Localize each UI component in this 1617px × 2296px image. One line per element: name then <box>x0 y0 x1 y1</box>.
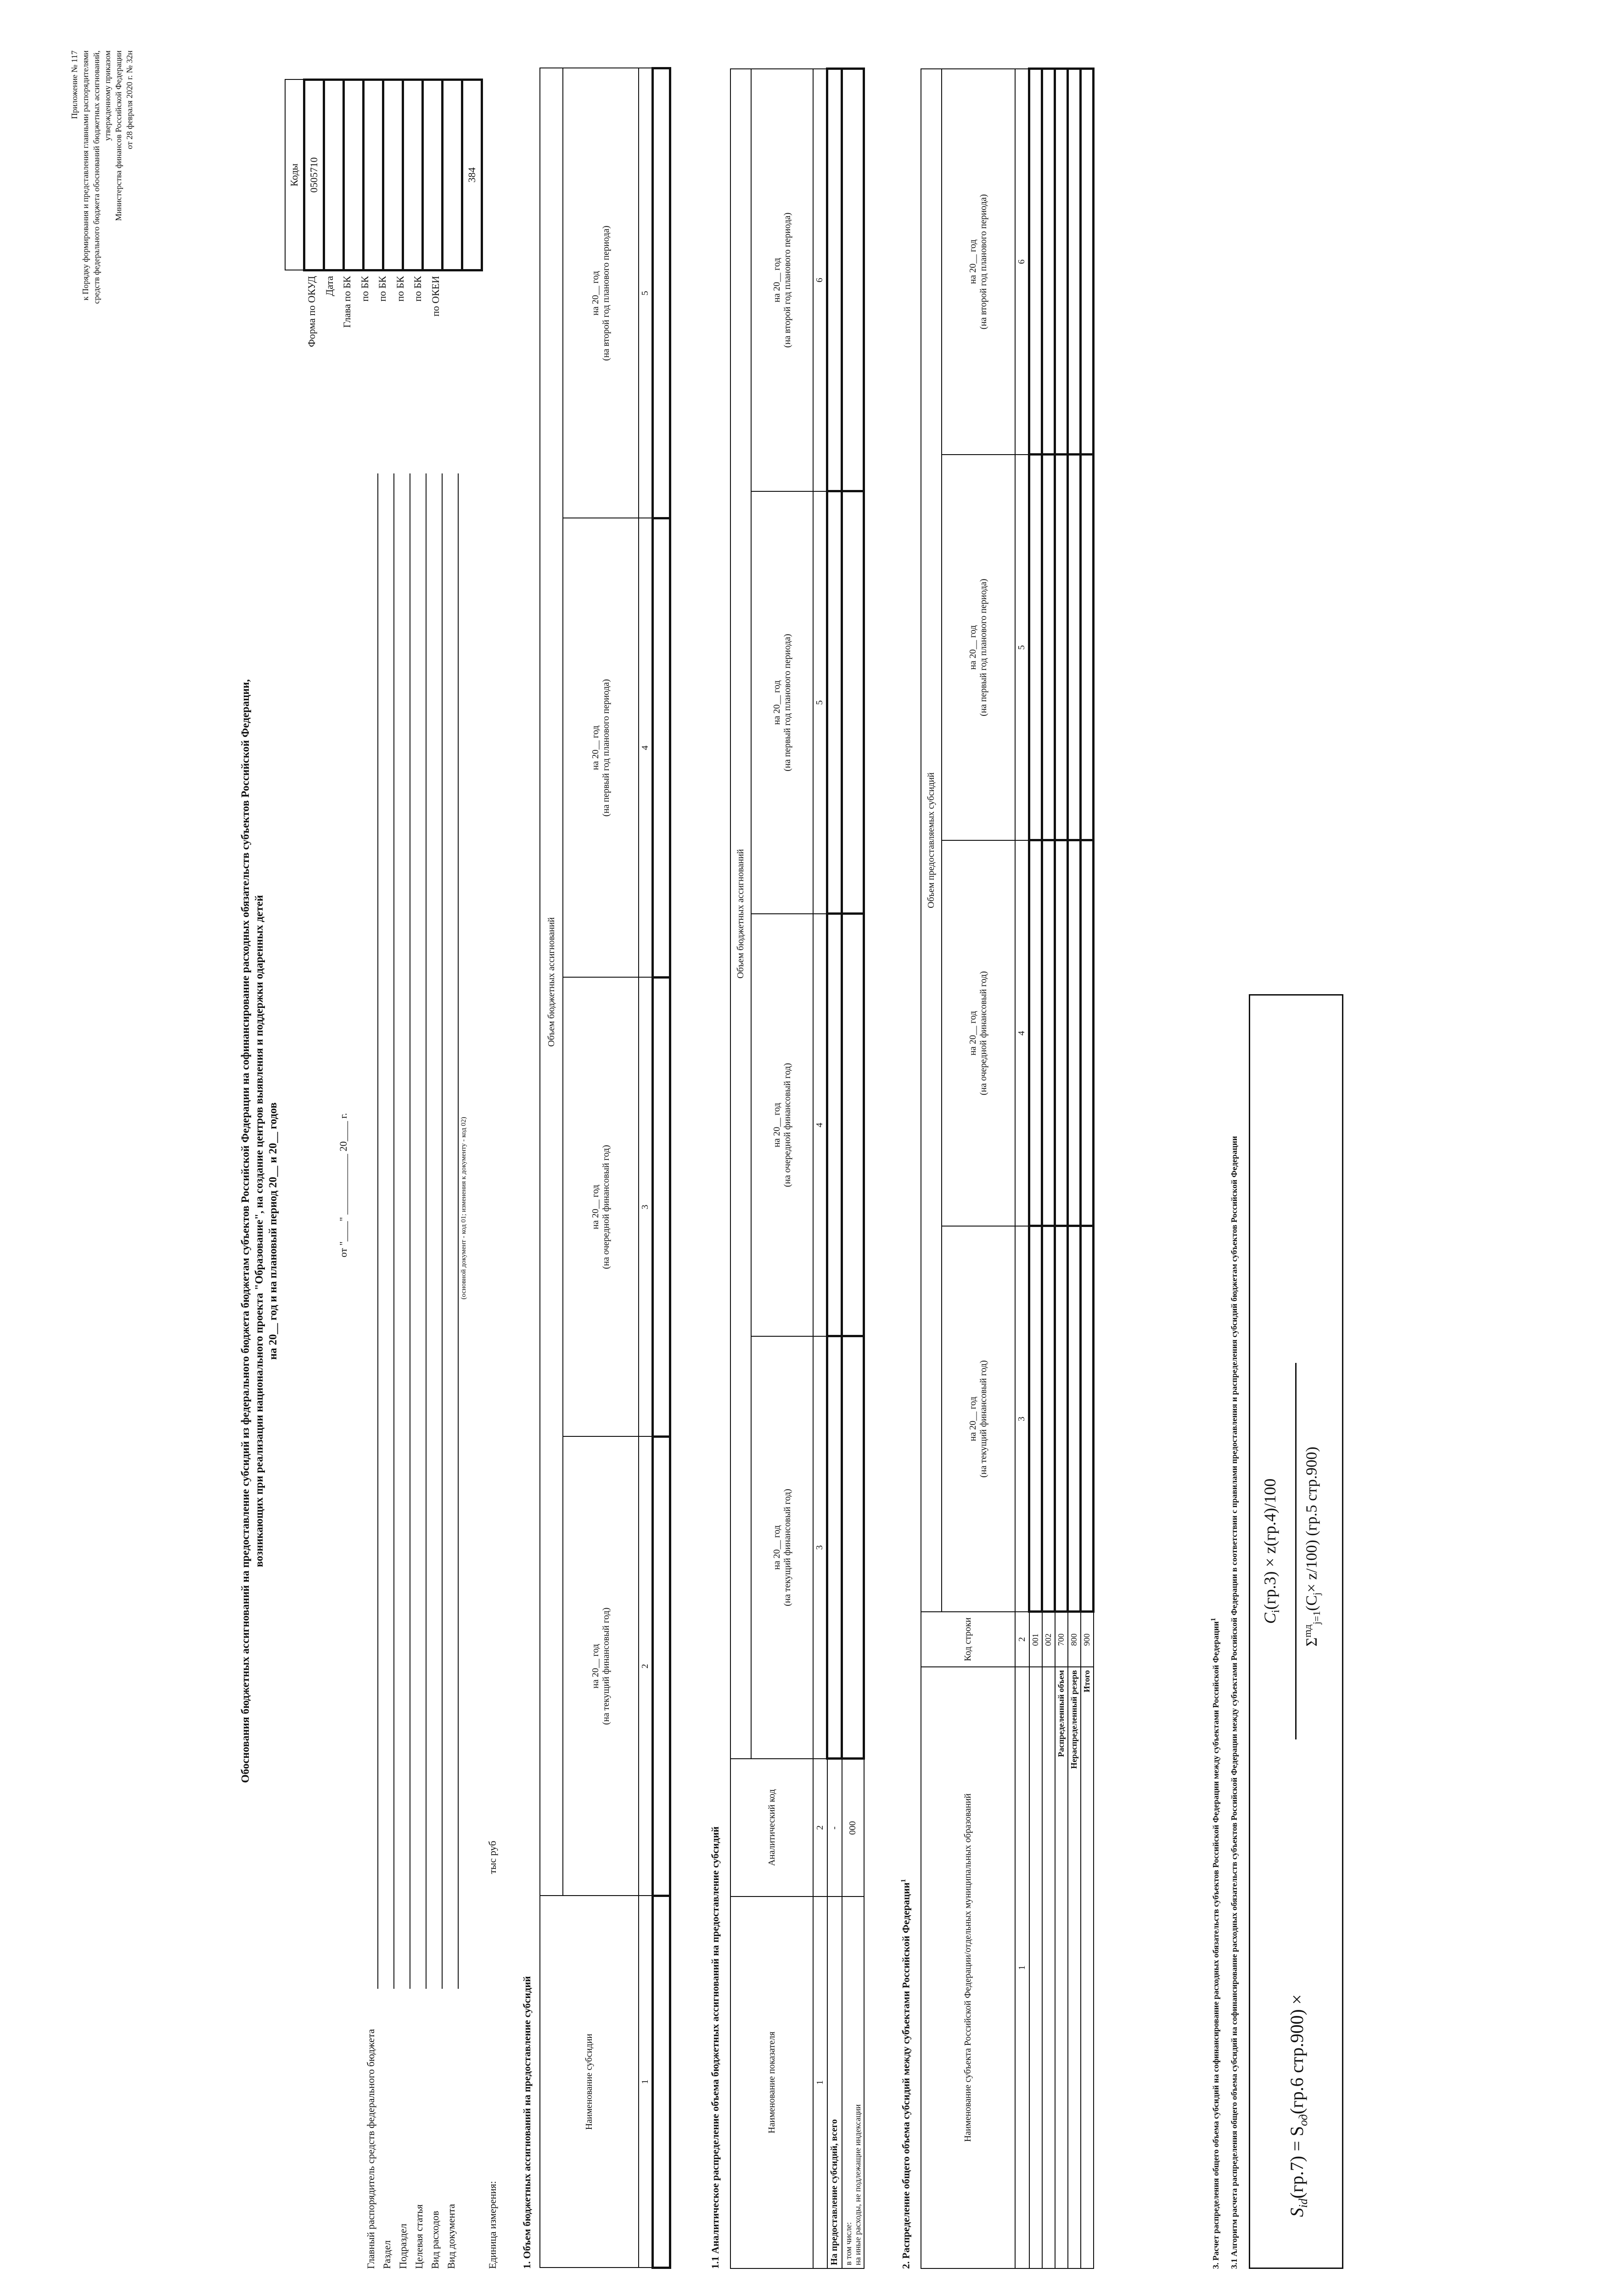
title-line: Обоснования бюджетных ассигнований на предоставление субсидий из федерального бюджета бюджетам субъектов Российской Федерации на софинансирование расходных обязательств субъектов Российской Федерации, <box>240 679 252 1783</box>
codes-header: Коды <box>285 80 304 270</box>
table-cell[interactable] <box>653 68 670 518</box>
formula-sub: i <box>1270 1609 1282 1613</box>
formula-symbol: C <box>1261 1613 1279 1624</box>
col-number: 2 <box>813 1759 827 1896</box>
table-cell[interactable] <box>1055 1226 1068 1612</box>
code-label: Форма по ОКУД <box>306 276 317 347</box>
table-cell[interactable] <box>1042 840 1055 1226</box>
col-header-year <box>751 914 813 1336</box>
table-cell[interactable] <box>653 1437 670 1896</box>
table-cell[interactable] <box>842 491 864 914</box>
code-bk <box>383 80 403 270</box>
col-header-year <box>942 69 1015 455</box>
year-label: на 20__ год <box>590 1185 601 1229</box>
formula-sub: од <box>1297 2114 1310 2126</box>
row-code: 900 <box>1081 1612 1094 1667</box>
table-cell[interactable] <box>842 69 864 491</box>
year-label: на 20__ год <box>771 258 782 303</box>
col-header-code: Аналитический код <box>730 1759 813 1896</box>
row-label: Распределенный объем <box>1055 1667 1068 2268</box>
col-header-year <box>942 455 1015 840</box>
table-cell[interactable] <box>1029 69 1042 455</box>
code-bk <box>423 80 443 270</box>
code-label: Глава по БК <box>341 276 353 328</box>
code-label: по БК <box>359 276 371 302</box>
col-number: 3 <box>813 1336 827 1759</box>
row-code: 000 <box>842 1759 864 1896</box>
codes-table <box>285 79 483 271</box>
col-number: 4 <box>813 914 827 1336</box>
section-1-table <box>539 67 671 2269</box>
col-group-header: Объем бюджетных ассигнований <box>730 69 751 1759</box>
table-row <box>842 69 864 2268</box>
formula-text: × z/100) (гр.5 стр.900) <box>1303 1446 1320 1593</box>
field-line <box>377 473 378 1989</box>
appendix-line: утвержденному приказом <box>103 51 112 141</box>
col-number: 2 <box>639 1437 653 1896</box>
col-number: 4 <box>639 518 653 978</box>
footnote-mark: 1 <box>1210 1618 1217 1621</box>
title-line: на 20__ год и на плановый период 20__ и 20__ годов <box>267 1102 279 1360</box>
title-line: возникающих при реализации национального проекта "Образование", на создание центров выявления и поддержки одаренных детей <box>253 895 265 1567</box>
year-desc: (на второй год планового периода) <box>782 212 792 348</box>
row-label: На предоставление субсидий, всего <box>827 1896 842 2268</box>
code-glava <box>344 80 364 270</box>
table-cell[interactable] <box>1068 840 1081 1226</box>
col-number: 5 <box>639 68 653 518</box>
col-header-year <box>563 978 639 1437</box>
table-cell[interactable] <box>827 491 842 914</box>
field-label: Главный распорядитель средств федерального бюджета <box>365 2029 376 2269</box>
appendix-line: к Порядку формирования и представления главными распорядителями <box>81 51 90 301</box>
table-cell[interactable] <box>1068 1226 1081 1612</box>
table-cell[interactable] <box>1081 1226 1094 1612</box>
formula-numerator <box>1260 1363 1282 1739</box>
section-3-1-title: 3.1 Алгоритм расчета распределения общего объема субсидий на софинансирование расходных обязательств субъектов Российской Федерации между субъектами Российской Федерации в соответствии с правилами предоставления и распределения субсидий бюджетам субъектов Российской Федерации <box>1230 1136 1239 2269</box>
col-header-code: Код строки <box>921 1612 1015 1667</box>
doc-type-note: (основной документ - код 01; изменения к документу - код 02) <box>460 1117 467 1300</box>
table-row <box>1081 69 1094 2268</box>
year-label: на 20__ год <box>590 271 601 315</box>
row-code: 800 <box>1068 1612 1081 1667</box>
table-cell[interactable] <box>653 518 670 978</box>
appendix-note <box>69 51 135 464</box>
col-header-year <box>563 518 639 978</box>
code-label: по ОКЕИ <box>429 276 441 317</box>
table-row <box>1055 69 1068 2268</box>
table-cell[interactable] <box>1055 69 1068 455</box>
table-row <box>1029 69 1042 2268</box>
appendix-line: Приложение № 117 <box>70 51 79 119</box>
appendix-line: средств федерального бюджета обоснований бюджетных ассигнований, <box>92 51 101 304</box>
table-cell[interactable] <box>1081 455 1094 840</box>
code-empty <box>443 80 462 270</box>
year-label: на 20__ год <box>590 726 601 770</box>
col-number: 1 <box>1015 1667 1029 2268</box>
table-cell[interactable] <box>1042 69 1055 455</box>
row-code: 700 <box>1055 1612 1068 1667</box>
field-line <box>426 473 427 1989</box>
code-okud: 0505710 <box>304 80 324 270</box>
col-number: 1 <box>639 1896 653 2268</box>
table-cell[interactable] <box>653 1896 670 2268</box>
year-label: на 20__ год <box>968 239 978 284</box>
formula-sub: id <box>1297 2198 1310 2208</box>
table-cell[interactable] <box>1068 455 1081 840</box>
section-3-title-text: 3. Расчет распределения общего объема субсидий на софинансирование расходных обязательств субъектов Российской Федерации между субъектами Российской Федерации <box>1211 1621 1220 2269</box>
year-desc: (на очередной финансовый год) <box>782 1063 792 1187</box>
formula-box <box>1249 994 1343 2269</box>
col-number: 2 <box>1015 1612 1029 1667</box>
year-desc: (на второй год планового периода) <box>978 194 988 330</box>
code-label: по БК <box>376 276 388 302</box>
col-number: 4 <box>1015 840 1029 1226</box>
table-cell[interactable] <box>842 1336 864 1759</box>
table-cell[interactable] <box>653 978 670 1437</box>
table-row <box>1068 69 1081 2268</box>
table-cell[interactable] <box>827 69 842 491</box>
table-cell[interactable] <box>1042 1226 1055 1612</box>
year-label: на 20__ год <box>968 1011 978 1056</box>
field-label: Подраздел <box>397 2223 409 2269</box>
year-desc: (на текущий финансовый год) <box>782 1489 792 1606</box>
code-label: по БК <box>394 276 406 302</box>
code-okei: 384 <box>462 80 482 270</box>
col-number: 1 <box>813 1896 827 2268</box>
year-label: на 20__ год <box>771 1103 782 1148</box>
row-label: в том числе: <box>843 2222 853 2265</box>
row-code: - <box>827 1759 842 1896</box>
row-code: 002 <box>1042 1612 1055 1667</box>
table-cell[interactable] <box>1081 69 1094 455</box>
unit-label: Единица измерения: <box>487 2181 498 2269</box>
col-header-name: Наименование субсидии <box>540 1896 639 2268</box>
col-header-year <box>942 840 1015 1226</box>
year-desc: (на второй год планового периода) <box>601 225 611 361</box>
table-cell[interactable] <box>1029 1667 1042 2268</box>
section-1-1-table <box>730 68 865 2269</box>
section-2-title-text: 2. Распределение общего объема субсидий между субъектами Российской Федерации <box>900 1882 912 2269</box>
col-group-header: Объем бюджетных ассигнований <box>540 68 563 1896</box>
codes-labels <box>303 276 444 455</box>
document-date: от "____" ____________ 20____ г. <box>337 1113 349 1258</box>
table-cell[interactable] <box>827 1336 842 1759</box>
table-cell[interactable] <box>1029 455 1042 840</box>
page-title <box>239 290 280 2172</box>
year-label: на 20__ год <box>590 1644 601 1688</box>
table-cell[interactable] <box>1042 455 1055 840</box>
table-cell[interactable] <box>827 914 842 1336</box>
code-bk <box>364 80 383 270</box>
col-group-header: Объем предоставляемых субсидий <box>921 69 942 1612</box>
formula-text: (гр.7) = S <box>1286 2126 1307 2199</box>
year-label: на 20__ год <box>968 1396 978 1441</box>
table-cell[interactable] <box>1081 840 1094 1226</box>
field-line <box>458 473 459 1989</box>
table-row <box>1042 69 1055 2268</box>
field-label: Вид документа <box>445 2204 457 2269</box>
unit-value: тыс руб <box>487 1840 498 1874</box>
year-label: на 20__ год <box>968 625 978 670</box>
table-cell[interactable] <box>842 914 864 1336</box>
header-fields <box>363 2029 459 2269</box>
col-header-name: Наименование показателя <box>730 1896 813 2268</box>
section-2-title <box>900 1879 912 2269</box>
col-header-year <box>563 68 639 518</box>
formula-symbol: Σ <box>1303 1637 1320 1647</box>
formula-sub: j=1 <box>1311 1611 1323 1625</box>
row-label: Итого <box>1081 1667 1094 2268</box>
col-number: 6 <box>813 69 827 491</box>
code-bk <box>403 80 423 270</box>
col-header-year <box>751 69 813 491</box>
formula-text: (гр.3) × z(гр.4)/100 <box>1261 1478 1279 1610</box>
year-desc: (на первый год планового периода) <box>782 634 792 771</box>
section-2-table <box>921 68 1095 2269</box>
table-cell[interactable] <box>1029 840 1042 1226</box>
year-label: на 20__ год <box>771 680 782 725</box>
row-label: на иные расходы, не подлежащие индексации <box>853 2104 862 2265</box>
year-desc: (на очередной финансовый год) <box>978 971 988 1096</box>
table-cell[interactable] <box>1029 1226 1042 1612</box>
table-row <box>827 69 842 2268</box>
table-cell[interactable] <box>1055 840 1068 1226</box>
fraction-bar <box>1295 1363 1297 1739</box>
col-header-year <box>751 1336 813 1759</box>
code-label: Дата <box>323 276 335 296</box>
code-label: по БК <box>412 276 423 302</box>
code-date <box>324 80 344 270</box>
year-desc: (на первый год планового периода) <box>601 679 611 817</box>
field-label: Раздел <box>381 2240 393 2269</box>
row-label: Нераспределенный резерв <box>1068 1667 1081 2268</box>
footnote-mark: 1 <box>900 1879 907 1883</box>
year-desc: (на очередной финансовый год) <box>601 1145 611 1269</box>
col-number: 5 <box>813 491 827 914</box>
field-label: Вид расходов <box>429 2211 441 2269</box>
formula-denominator <box>1302 1340 1323 1753</box>
formula-lhs <box>1286 1994 1310 2217</box>
formula-text: (C <box>1303 1595 1320 1611</box>
field-label: Целевая статья <box>413 2204 425 2269</box>
year-desc: (на текущий финансовый год) <box>978 1360 988 1478</box>
section-1-1-title: 1.1 Аналитическое распределение объема бюджетных ассигнований на предоставление субсидий <box>709 1826 721 2269</box>
col-header-year <box>942 1226 1015 1612</box>
year-desc: (на текущий финансовый год) <box>601 1607 611 1725</box>
year-desc: (на первый год планового периода) <box>978 579 988 716</box>
formula-text: (гр.6 стр.900) × <box>1286 1994 1307 2115</box>
table-cell[interactable] <box>1068 69 1081 455</box>
appendix-line: Министерства финансов Российской Федерации <box>114 51 123 221</box>
section-1-title: 1. Объем бюджетных ассигнований на предоставление субсидий <box>521 1976 533 2269</box>
field-line <box>442 473 443 1989</box>
formula-sup: mд <box>1302 1624 1313 1638</box>
col-number: 3 <box>1015 1226 1029 1612</box>
col-number: 5 <box>1015 455 1029 840</box>
formula-sub: j <box>1311 1592 1323 1595</box>
col-number: 3 <box>639 978 653 1437</box>
section-3-title <box>1210 1618 1221 2269</box>
col-header-year <box>751 491 813 914</box>
row-code: 001 <box>1029 1612 1042 1667</box>
appendix-line: от 28 февраля 2020 г. № 32н <box>125 51 134 149</box>
formula-symbol: S <box>1286 2208 1307 2217</box>
col-header-year <box>563 1437 639 1896</box>
year-label: на 20__ год <box>771 1525 782 1570</box>
table-cell[interactable] <box>1055 455 1068 840</box>
table-cell[interactable] <box>1042 1667 1055 2268</box>
col-header-name: Наименование субъекта Российской Федерации/отдельных муниципальных образований <box>921 1667 1015 2268</box>
field-line <box>393 473 394 1989</box>
col-number: 6 <box>1015 69 1029 455</box>
